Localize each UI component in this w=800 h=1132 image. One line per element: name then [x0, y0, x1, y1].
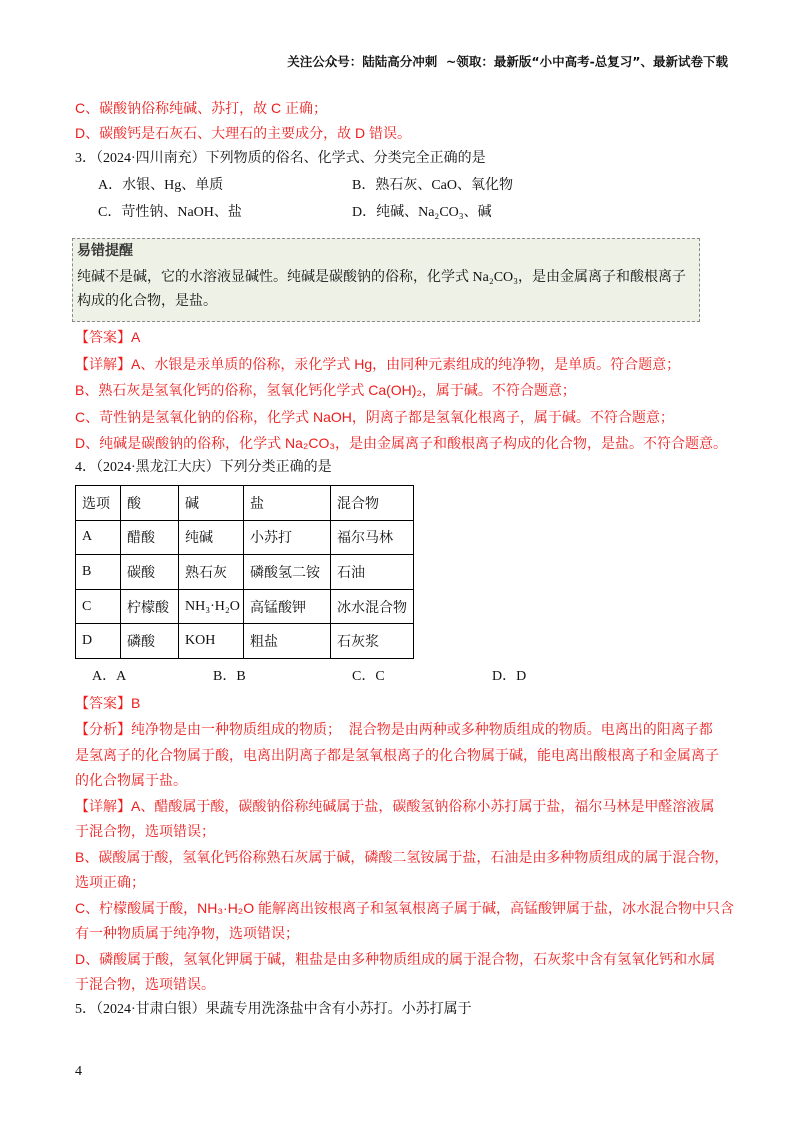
- page-header: 关注公众号：陆陆高分冲刺 ~领取：最新版“小中高考-总复习”、最新试卷下载: [287, 54, 728, 69]
- option-d: D．纯碱、Na₂CO₃、碱: [352, 205, 492, 220]
- common-mistake-tip-box: [72, 238, 700, 322]
- table-header-cell: 碱: [179, 486, 244, 521]
- tip-line: 构成的化合物，是盐。: [77, 294, 217, 309]
- tip-title: 易错提醒: [77, 243, 133, 259]
- option-d: D．D: [492, 669, 527, 684]
- table-row: [76, 520, 414, 555]
- answer-line: 【答案】A: [75, 329, 141, 345]
- table-cell: D: [76, 624, 121, 659]
- analysis-line: 是氢离子的化合物属于酸，电离出阴离子都是氢氧根离子的化合物属于碱，能电离出酸根离子和金属离子: [75, 747, 719, 763]
- table-cell: C: [76, 589, 121, 624]
- table-header-cell: 酸: [121, 486, 179, 521]
- explanation-line: 【详解】A、水银是汞单质的俗称，汞化学式 Hg，由同种元素组成的纯净物，是单质。符合题意；: [75, 356, 681, 372]
- table-cell: 磷酸氢二铵: [244, 555, 331, 590]
- option-c: C．C: [352, 669, 385, 684]
- table-cell: NH₃·H₂O: [179, 589, 244, 624]
- table-cell: 熟石灰: [179, 555, 244, 590]
- question-3-stem: 3．（2024·四川南充）下列物质的俗名、化学式、分类完全正确的是: [75, 151, 486, 166]
- option-a: A．A: [92, 669, 127, 684]
- table-cell: 碳酸: [121, 555, 179, 590]
- table-cell: 石油: [331, 555, 414, 590]
- table-cell: A: [76, 520, 121, 555]
- table-cell: 磷酸: [121, 624, 179, 659]
- question-5-stem: 5．（2024·甘肃白银）果蔬专用洗涤盐中含有小苏打。小苏打属于: [75, 1002, 472, 1017]
- table-cell: 冰水混合物: [331, 589, 414, 624]
- explanation-line: C、苛性钠是氢氧化钠的俗称，化学式 NaOH，阴离子都是氢氧化根离子，属于碱。不符合题意；: [75, 409, 674, 425]
- table-header-cell: 混合物: [331, 486, 414, 521]
- explanation-line: C、碳酸钠俗称纯碱、苏打，故 C 正确；: [75, 100, 327, 116]
- table-cell: 高锰酸钾: [244, 589, 331, 624]
- classification-table: [75, 485, 414, 659]
- tip-line: 纯碱不是碱，它的水溶液显碱性。纯碱是碳酸钠的俗称，化学式 Na₂CO₃，是由金属离子和酸根离子: [77, 270, 687, 285]
- explanation-line: B、碳酸属于酸，氢氧化钙俗称熟石灰属于碱，磷酸二氢铵属于盐，石油是由多种物质组成的属于混合物，: [75, 849, 729, 865]
- explanation-line: D、磷酸属于酸，氢氧化钾属于碱，粗盐是由多种物质组成的属于混合物，石灰浆中含有氢氧化钙和水属: [75, 951, 716, 967]
- explanation-line: D、纯碱是碳酸钠的俗称，化学式 Na₂CO₃，是由金属离子和酸根离子构成的化合物，是盐。不符合题意。: [75, 435, 728, 451]
- table-row: [76, 555, 414, 590]
- table-cell: 醋酸: [121, 520, 179, 555]
- explanation-line: 于混合物，选项错误。: [75, 976, 215, 992]
- table-cell: 福尔马林: [331, 520, 414, 555]
- explanation-line: 选项正确；: [75, 874, 145, 890]
- question-4-stem: 4．（2024·黑龙江大庆）下列分类正确的是: [75, 460, 332, 475]
- explanation-line: B、熟石灰是氢氧化钙的俗称，氢氧化钙化学式 Ca(OH)₂，属于碱。不符合题意；: [75, 382, 576, 398]
- explanation-line: D、碳酸钙是石灰石、大理石的主要成分，故 D 错误。: [75, 125, 411, 141]
- explanation-line: 于混合物，选项错误；: [75, 823, 215, 839]
- explanation-line: 有一种物质属于纯净物，选项错误；: [75, 925, 299, 941]
- page-number: 4: [75, 1064, 82, 1079]
- table-header-cell: 盐: [244, 486, 331, 521]
- table-header-cell: 选项: [76, 486, 121, 521]
- option-b: B．熟石灰、CaO、氧化物: [352, 178, 513, 193]
- table-cell: 粗盐: [244, 624, 331, 659]
- table-cell: 石灰浆: [331, 624, 414, 659]
- answer-line: 【答案】B: [75, 695, 141, 711]
- explanation-line: C、柠檬酸属于酸，NH₃·H₂O 能解离出铵根离子和氢氧根离子属于碱，高锰酸钾属于盐，冰水混合物中只含: [75, 900, 735, 916]
- analysis-line: 【分析】纯净物是由一种物质组成的物质； 混合物是由两种或多种物质组成的物质。电离出的阳离子都: [75, 721, 713, 737]
- table-cell: 小苏打: [244, 520, 331, 555]
- option-c: C．苛性钠、NaOH、盐: [98, 205, 242, 220]
- table-cell: 纯碱: [179, 520, 244, 555]
- table-row: [76, 589, 414, 624]
- table-header-row: [76, 486, 414, 521]
- table-row: [76, 624, 414, 659]
- table-cell: B: [76, 555, 121, 590]
- table-cell: KOH: [179, 624, 244, 659]
- table-cell: 柠檬酸: [121, 589, 179, 624]
- explanation-line: 【详解】A、醋酸属于酸，碳酸钠俗称纯碱属于盐，碳酸氢钠俗称小苏打属于盐，福尔马林是甲醛溶液属: [75, 798, 715, 814]
- option-a: A．水银、Hg、单质: [98, 178, 224, 193]
- analysis-line: 的化合物属于盐。: [75, 772, 187, 788]
- option-b: B．B: [213, 669, 246, 684]
